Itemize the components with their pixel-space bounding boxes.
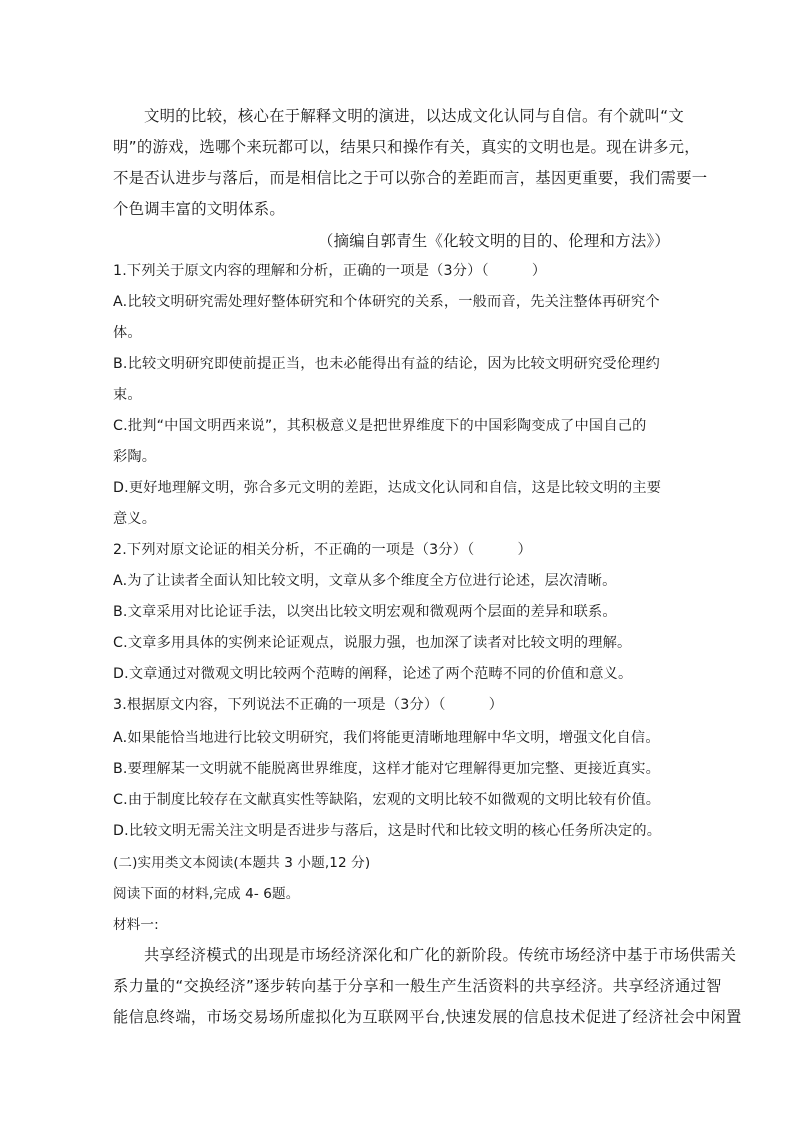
question-3-option: C.由于制度比较存在文献真实性等缺陷，宏观的文明比较不如微观的文明比较有价值。: [113, 792, 661, 808]
question-2-option: A.为了让读者全面认知比较文明，文章从多个维度全方位进行论述，层次清晰。: [113, 573, 617, 589]
passage-line: 不是否认进步与落后，而是相信比之于可以弥合的差距而言，基因更重要，我们需要一: [113, 169, 708, 187]
question-2-stem: 2.下列对原文论证的相关分析，不正确的一项是（3分）（ ）: [113, 542, 532, 558]
material-line: 共享经济模式的出现是市场经济深化和广化的新阶段。传统市场经济中基于市场供需关: [144, 946, 737, 964]
section-heading: (二)实用类文本阅读(本题共 3 小题,12 分): [113, 855, 371, 871]
question-2-option: C.文章多用具体的实例来论证观点，说服力强，也加深了读者对比较文明的理解。: [113, 635, 632, 651]
question-2-option: D.文章通过对微观文明比较两个范畴的阐释，论述了两个范畴不同的价值和意义。: [113, 666, 633, 682]
question-1-option: 束。: [113, 387, 142, 403]
question-1-option: 彩陶。: [113, 449, 157, 465]
passage-source: （摘编自郭青生《化较文明的目的、伦理和方法》）: [318, 232, 671, 250]
question-3-stem: 3.根据原文内容，下列说法不正确的一项是（3分）（ ）: [113, 697, 504, 713]
question-1-option: D.更好地理解文明，弥合多元文明的差距，达成文化认同和自信，这是比较文明的主要: [113, 480, 662, 496]
question-1-stem: 1.下列关于原文内容的理解和分析，正确的一项是（3分）（ ）: [113, 263, 547, 279]
passage-line: 文明的比较，核心在于解释文明的演进，以达成文化认同与自信。有个就叫“文: [144, 107, 685, 125]
material-label: 材料一:: [113, 917, 159, 933]
question-1-option: A.比较文明研究需处理好整体研究和个体研究的关系，一般而音，先关注整体再研究个: [113, 294, 660, 310]
question-2-option: B.文章采用对比论证手法，以突出比较文明宏观和微观两个层面的差异和联系。: [113, 604, 617, 620]
section-instruction: 阅读下面的材料,完成 4- 6题。: [113, 886, 300, 902]
question-1-option: 意义。: [113, 511, 157, 527]
question-1-option: B.比较文明研究即使前提正当，也未必能得出有益的结论，因为比较文明研究受伦理约: [113, 356, 660, 372]
question-1-option: C.批判“中国文明西来说”，其积极意义是把世界维度下的中国彩陶变成了中国自己的: [113, 418, 647, 434]
material-line: 系力量的“交换经济”逐步转向基于分享和一般生产生活资料的共享经济。共享经济通过智: [113, 977, 722, 995]
material-line: 能信息终端，市场交易场所虚拟化为互联网平台,快速发展的信息技术促进了经济社会中闲置: [113, 1008, 742, 1026]
question-1-option: 体。: [113, 325, 142, 341]
passage-line: 个色调丰富的文明体系。: [113, 200, 286, 218]
question-3-option: A.如果能恰当地进行比较文明研究，我们将能更清晰地理解中华文明，增强文化自信。: [113, 730, 660, 746]
passage-line: 明”的游戏，选哪个来玩都可以，结果只和操作有关，真实的文明也是。现在讲多元，: [113, 138, 700, 156]
question-3-option: D.比较文明无需关注文明是否进步与落后，这是时代和比较文明的核心任务所决定的。: [113, 823, 662, 839]
question-3-option: B.要理解某一文明就不能脱离世界维度，这样才能对它理解得更加完整、更接近真实。: [113, 761, 660, 777]
